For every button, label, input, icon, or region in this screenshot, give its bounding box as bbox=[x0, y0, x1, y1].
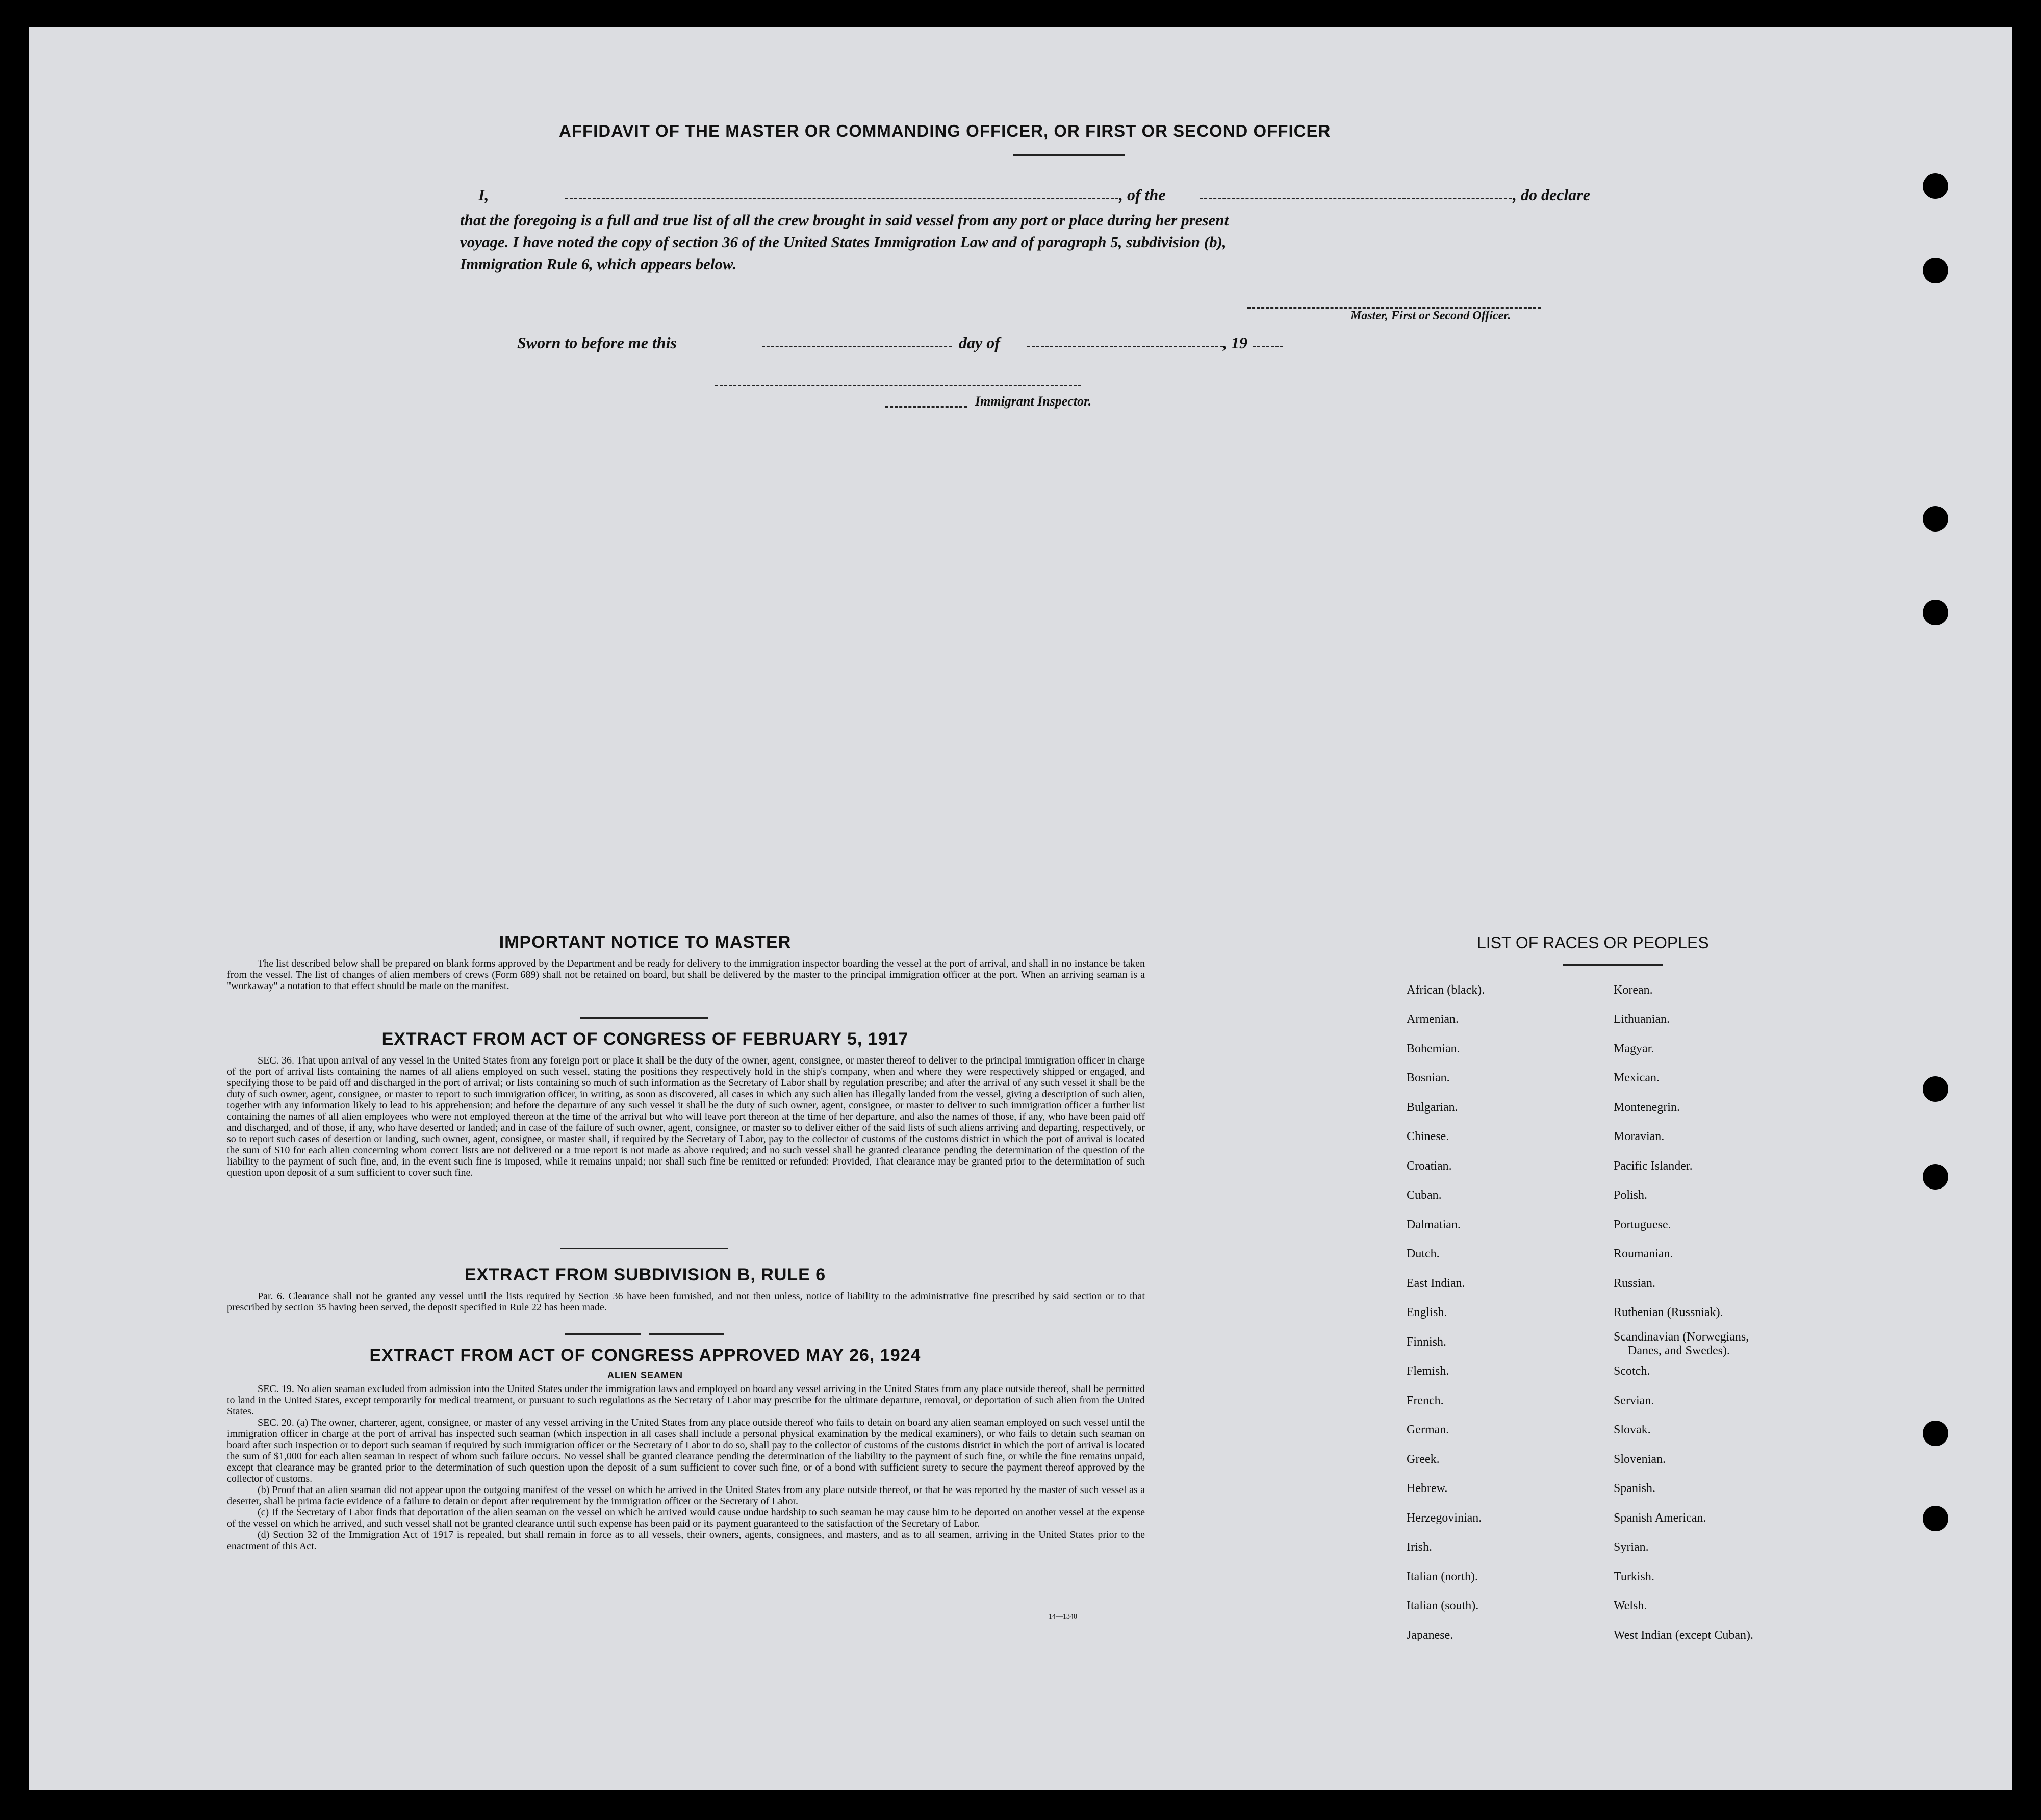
race-item: Lithuanian. bbox=[1614, 1013, 1670, 1026]
race-item: Pacific Islander. bbox=[1614, 1159, 1693, 1173]
race-item: Cuban. bbox=[1407, 1189, 1442, 1202]
race-item: Slovenian. bbox=[1614, 1453, 1666, 1466]
punch-hole bbox=[1923, 1506, 1948, 1531]
race-item: German. bbox=[1407, 1423, 1449, 1436]
race-item: Italian (north). bbox=[1407, 1570, 1478, 1583]
alien-seamen-subtitle: ALIEN SEAMEN bbox=[607, 1370, 683, 1380]
vessel-blank bbox=[1200, 198, 1512, 199]
race-item: Irish. bbox=[1407, 1540, 1432, 1554]
race-item: Finnish. bbox=[1407, 1335, 1447, 1349]
punch-hole bbox=[1923, 173, 1948, 199]
race-item: English. bbox=[1407, 1306, 1447, 1319]
race-item: Slovak. bbox=[1614, 1423, 1651, 1436]
sec-20d: (d) Section 32 of the Immigration Act of 1917 is repealed, but shall remain in force as to all vessels, their owners, agents, consignees, and masters, and as to all seamen, arriving in the United States prior to the enactment of this Act. bbox=[227, 1529, 1145, 1552]
race-item: Spanish American. bbox=[1614, 1511, 1706, 1525]
race-item: Welsh. bbox=[1614, 1599, 1647, 1612]
race-item: Chinese. bbox=[1407, 1130, 1449, 1143]
year-label: , 19 bbox=[1223, 334, 1247, 352]
affidavit-title: AFFIDAVIT OF THE MASTER OR COMMANDING OFFICER, OR FIRST OR SECOND OFFICER bbox=[559, 121, 1331, 140]
race-item: Hebrew. bbox=[1407, 1482, 1448, 1495]
race-item: Montenegrin. bbox=[1614, 1101, 1680, 1114]
rule-6-rule-right bbox=[649, 1333, 724, 1335]
race-item-continuation: Danes, and Swedes). bbox=[1628, 1344, 1730, 1357]
race-item: Flemish. bbox=[1407, 1364, 1449, 1378]
inspector-lead-line bbox=[885, 406, 967, 408]
rule-6-body: Par. 6. Clearance shall not be granted any vessel until the lists required by Section 36 have been furnished, and not then unless, notice of liability to the administrative fine prescribed by said section or to that prescribed by section 35 having been served, the deposit specified in Rule 22 has been made. bbox=[227, 1291, 1145, 1313]
punch-hole bbox=[1923, 600, 1948, 625]
punch-hole bbox=[1923, 1076, 1948, 1102]
of-the-label: , of the bbox=[1119, 186, 1166, 204]
race-item: Greek. bbox=[1407, 1453, 1440, 1466]
do-declare-label: , do declare bbox=[1513, 186, 1590, 204]
race-item: French. bbox=[1407, 1394, 1444, 1407]
race-item: Croatian. bbox=[1407, 1159, 1452, 1173]
race-item: Herzegovinian. bbox=[1407, 1511, 1482, 1525]
extract-1924-body bbox=[227, 1383, 1145, 1552]
race-item: Servian. bbox=[1614, 1394, 1654, 1407]
race-item: Polish. bbox=[1614, 1189, 1648, 1202]
rule-6-rule-left bbox=[565, 1333, 641, 1335]
punch-hole bbox=[1923, 1421, 1948, 1446]
race-item: Bohemian. bbox=[1407, 1042, 1460, 1055]
sworn-label: Sworn to before me this bbox=[517, 334, 677, 352]
day-of-label: day of bbox=[959, 334, 1000, 352]
master-signature-label: Master, First or Second Officer. bbox=[1350, 309, 1511, 322]
affidavit-line-2: that the foregoing is a full and true list of all the crew brought in said vessel from any port or place during her present bbox=[460, 211, 1229, 229]
race-item: Dutch. bbox=[1407, 1247, 1440, 1260]
sworn-day-blank bbox=[762, 346, 952, 347]
extract-1917-rule bbox=[560, 1248, 728, 1249]
punch-hole bbox=[1923, 1164, 1948, 1190]
race-item: Italian (south). bbox=[1407, 1599, 1479, 1612]
rule-6-title: EXTRACT FROM SUBDIVISION B, RULE 6 bbox=[464, 1265, 826, 1284]
notice-body: The list described below shall be prepared on blank forms approved by the Department and be ready for delivery to the immigration inspector boarding the vessel at the port of arrival, and shall in no instance be taken from the vessel. The list of changes of alien members of crews (Form 689) shall not be retained on board, but shall be delivered by the master to the principal immigration officer at the port. When an arriving seaman is a "workaway" a notation to that effect should be made on the manifest. bbox=[227, 958, 1145, 992]
form-number: 14—1340 bbox=[1049, 1613, 1077, 1621]
inspector-label: Immigrant Inspector. bbox=[975, 394, 1092, 409]
race-item: Ruthenian (Russniak). bbox=[1614, 1306, 1723, 1319]
races-rule bbox=[1563, 964, 1663, 966]
race-item: Russian. bbox=[1614, 1277, 1656, 1290]
extract-1917-title: EXTRACT FROM ACT OF CONGRESS OF FEBRUARY 5, 1917 bbox=[381, 1029, 909, 1049]
race-item: West Indian (except Cuban). bbox=[1614, 1629, 1753, 1642]
race-item: Korean. bbox=[1614, 983, 1653, 997]
punch-hole bbox=[1923, 258, 1948, 283]
race-item: Syrian. bbox=[1614, 1540, 1649, 1554]
sworn-year-blank bbox=[1253, 346, 1283, 347]
race-item: Japanese. bbox=[1407, 1629, 1453, 1642]
notice-rule bbox=[580, 1017, 708, 1019]
title-rule bbox=[1013, 154, 1125, 156]
i-label: I, bbox=[478, 186, 489, 204]
race-item: Mexican. bbox=[1614, 1071, 1660, 1084]
race-item: Scandinavian (Norwegians, bbox=[1614, 1330, 1749, 1344]
sec-20c: (c) If the Secretary of Labor finds that deportation of the alien seaman on the vessel on which he arrived would cause undue hardship to such seaman he may cause him to be deported on another vessel at the expense of the vessel on which he arrived, and such vessel shall not be granted clearance until such expense has been paid or its payment guaranteed to the satisfaction of the Secretary of Labor. bbox=[227, 1507, 1145, 1529]
race-item: Spanish. bbox=[1614, 1482, 1656, 1495]
punch-hole bbox=[1923, 506, 1948, 532]
race-item: Magyar. bbox=[1614, 1042, 1654, 1055]
name-blank bbox=[565, 198, 1118, 199]
sworn-month-blank bbox=[1027, 346, 1223, 347]
document-sheet bbox=[29, 27, 2012, 1790]
master-signature-line bbox=[1247, 307, 1541, 309]
race-item: Dalmatian. bbox=[1407, 1218, 1461, 1231]
race-item: Roumanian. bbox=[1614, 1247, 1673, 1260]
race-item: Armenian. bbox=[1407, 1013, 1459, 1026]
affidavit-line-3: voyage. I have noted the copy of section 36 of the United States Immigration Law and of paragraph 5, subdivision (b), bbox=[460, 233, 1227, 251]
sec-20b: (b) Proof that an alien seaman did not appear upon the outgoing manifest of the vessel on which he arrived in the United States from any place outside thereof, or that he was reported by the master of such vessel as a deserter, shall be prima facie evidence of a failure to detain or deport after requirement by the immigration officer or the Secretary of Labor. bbox=[227, 1484, 1145, 1507]
race-item: Bulgarian. bbox=[1407, 1101, 1458, 1114]
extract-1924-title: EXTRACT FROM ACT OF CONGRESS APPROVED MAY 26, 1924 bbox=[369, 1346, 921, 1365]
extract-1917-body: SEC. 36. That upon arrival of any vessel in the United States from any foreign port or place it shall be the duty of the owner, agent, consignee, or master thereof to deliver to the principal immigration officer in charge of the port of arrival lists containing the names of all aliens employed on such vessel, stating the positions they respectively hold in the ship's company, when and where they were respectively shipped or engaged, and specifying those to be paid off and discharged in the port of arrival; or lists containing so much of such information as the Secretary of Labor shall by regulation prescribe; and after the arrival of any such vessel it shall be the duty of such owner, agent, consignee, or master to report to such immigration officer, in writing, as soon as discovered, all cases in which any such alien has illegally landed from the vessel, giving a description of such alien, together with any information likely to lead to his apprehension; and before the departure of any such vessel it shall be the duty of such owner, agent, consignee, or master to deliver to such immigration officer a further list containing the names of all alien employees who were not employed thereon at the time of the arrival but who will leave port thereon at the time of her departure, and also the names of those, if any, who have been paid off and discharged, and of those, if any, who have deserted or landed; and in case of the failure of such owner, agent, consignee, or master so to deliver either of the said lists of such aliens arriving and departing, respectively, or so to report such cases of desertion or landing, such owner, agent, consignee, or master shall, if required by the Secretary of Labor, pay to the collector of customs of the customs district in which the port of arrival is located the sum of $10 for each alien concerning whom correct lists are not delivered or a true report is not made as above required; and no such vessel shall be granted clearance pending the determination of the question of the liability to the payment of such fine, and, in the event such fine is imposed, while it remains unpaid; nor shall such fine be remitted or refunded: Provided, That clearance may be granted prior to the determination of such question upon deposit of a sum sufficient to cover such fine. bbox=[227, 1055, 1145, 1178]
sec-19: SEC. 19. No alien seaman excluded from admission into the United States under the immigration laws and employed on board any vessel arriving in the United States from any place outside thereof, shall be permitted to land in the United States, except temporarily for medical treatment, or pursuant to such regulations as the Secretary of Labor may prescribe for the ultimate departure, removal, or deportation of such alien from the United States. bbox=[227, 1383, 1145, 1417]
notice-title: IMPORTANT NOTICE TO MASTER bbox=[499, 932, 792, 952]
sec-20a: SEC. 20. (a) The owner, charterer, agent, consignee, or master of any vessel arriving in the United States from any place outside thereof who fails to detain on board any alien seaman employed on such vessel until the immigration officer in charge at the port of arrival has inspected such seaman (which inspection in all cases shall include a personal physical examination by the medical examiners), or who fails to detain such seaman on board after such inspection or to deport such seaman if required by such immigration officer or the Secretary of Labor to do so, shall pay to the collector of customs of the customs district in which the port of arrival is located the sum of $1,000 for each alien seaman in respect of whom such failure occurs. No vessel shall be granted clearance pending the determination of the liability to the payment of such fine, or while the fine remains unpaid, except that clearance may be granted prior to the determination of such question upon the deposit of a sum sufficient to cover such fine, or of a bond with sufficient surety to secure the payment thereof approved by the collector of customs. bbox=[227, 1417, 1145, 1484]
race-item: Moravian. bbox=[1614, 1130, 1665, 1143]
race-item: Bosnian. bbox=[1407, 1071, 1450, 1084]
affidavit-line-4: Immigration Rule 6, which appears below. bbox=[460, 255, 737, 273]
race-item: Scotch. bbox=[1614, 1364, 1650, 1378]
race-item: Turkish. bbox=[1614, 1570, 1654, 1583]
races-title: LIST OF RACES OR PEOPLES bbox=[1477, 933, 1709, 952]
race-item: Portuguese. bbox=[1614, 1218, 1671, 1231]
race-item: African (black). bbox=[1407, 983, 1485, 997]
inspector-signature-line bbox=[715, 385, 1081, 386]
race-item: East Indian. bbox=[1407, 1277, 1465, 1290]
